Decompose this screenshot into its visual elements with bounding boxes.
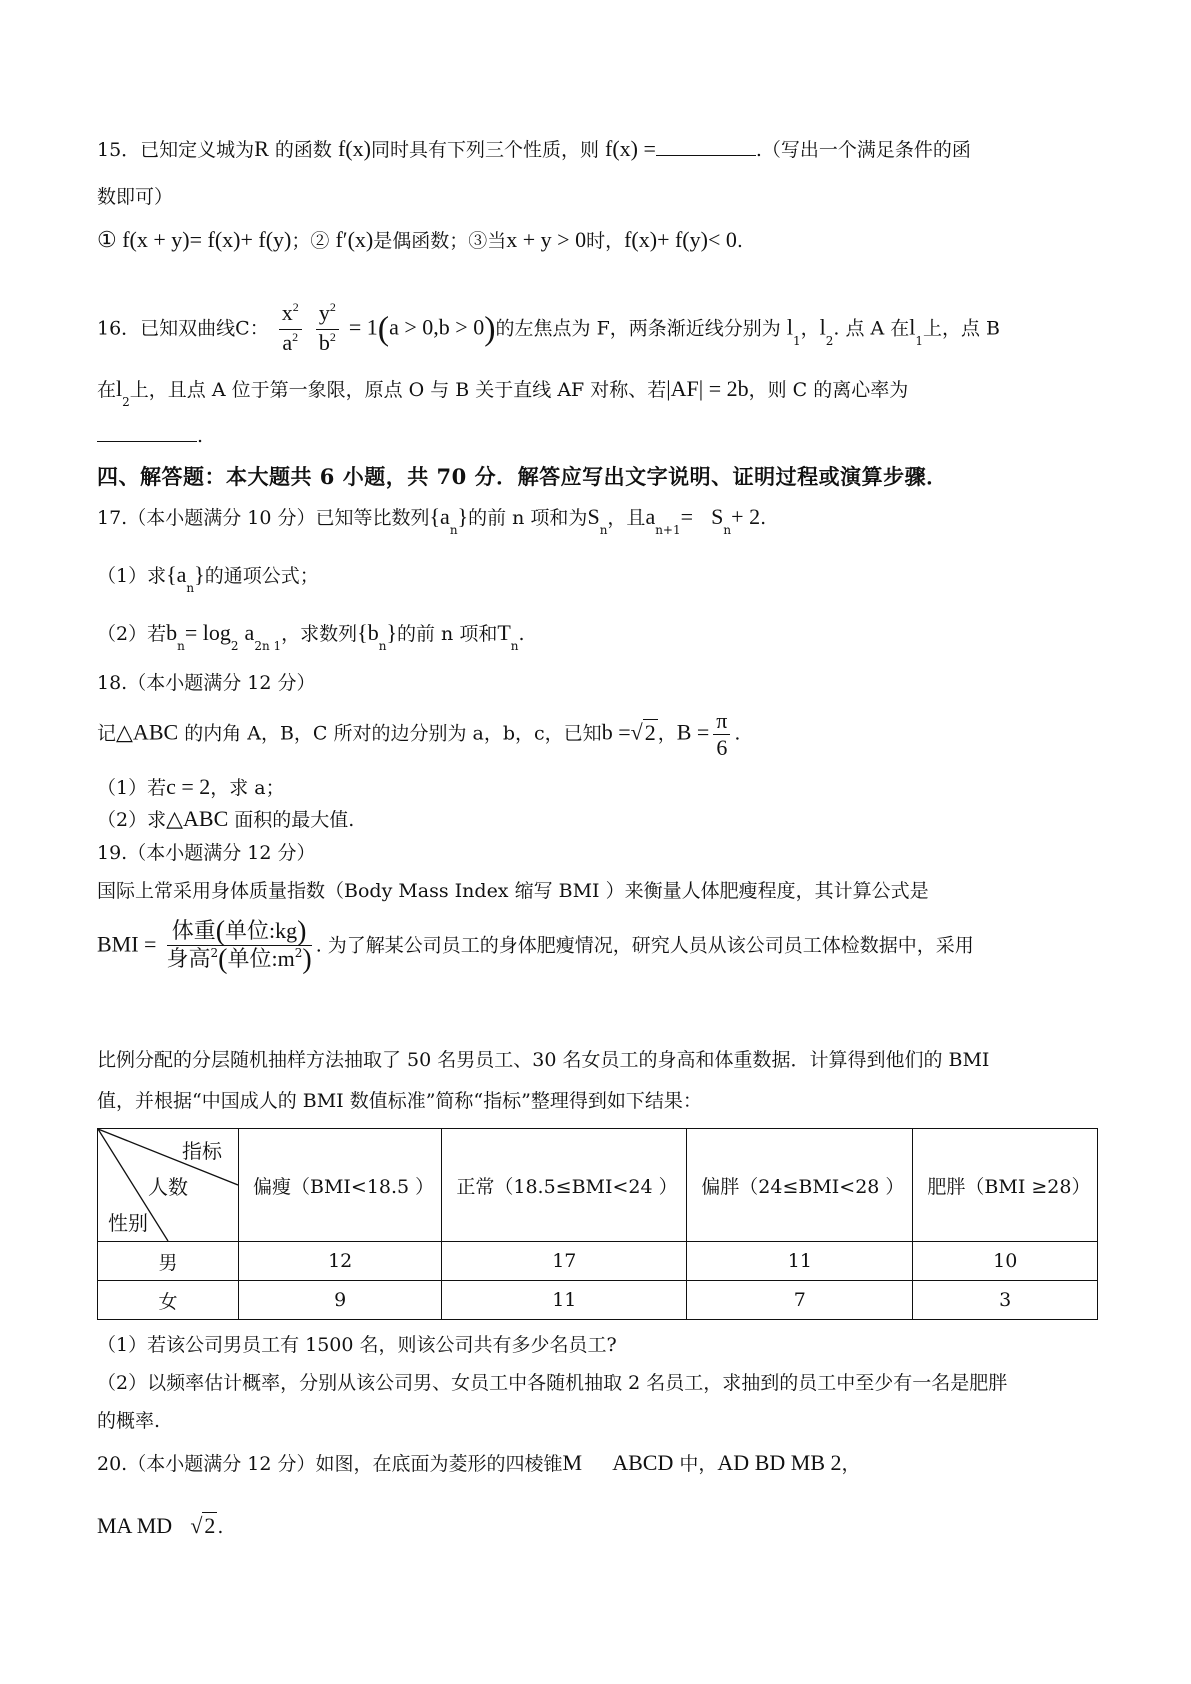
q20-line2 <box>97 1513 223 1540</box>
q16-text: . <box>197 425 204 447</box>
subscript: n+1 <box>655 523 681 537</box>
q19-line4: 值，并根据“中国成人的 BMI 数值标准”简称“指标”整理得到如下结果： <box>97 1090 702 1112</box>
table-header-cell: 正常（18.5≤BMI<24 ） <box>442 1129 687 1242</box>
set-r: R <box>254 136 269 161</box>
fraction-pi-6 <box>713 708 730 761</box>
b-var: b <box>318 330 330 355</box>
subscript: n <box>378 639 387 653</box>
exponent: 2 <box>292 300 299 314</box>
q17-text: 的前 n 项和 <box>397 623 498 645</box>
line-l2: l <box>116 376 123 401</box>
subscript: 2 <box>230 639 239 653</box>
line-l1: l <box>909 314 916 340</box>
function-fx-equals: f(x) = <box>605 136 656 161</box>
equals-one: = 1 <box>348 314 378 340</box>
pi: π <box>713 708 730 735</box>
fraction-x2-a2 <box>279 300 302 359</box>
a-var: a <box>282 330 293 355</box>
table-row <box>98 1281 1098 1320</box>
bmi-lhs: BMI = <box>97 931 157 957</box>
subscript: n <box>599 523 608 537</box>
q19-part1: （1）若该公司男员工有 1500 名，则该公司共有多少名员工? <box>97 1334 617 1356</box>
table-header-cell: 偏瘦（BMI<18.5 ） <box>239 1129 442 1242</box>
line-l1: l <box>786 314 793 340</box>
q17-part1 <box>97 562 319 595</box>
property-1: ① f(x + y)= f(x)+ f(y) <box>97 227 292 252</box>
point-m: M <box>562 1450 583 1475</box>
q15-line1 <box>97 136 971 163</box>
q17-text: 17.（本小题满分 10 分）已知等比数列 <box>97 507 430 529</box>
q17-part2: （2）若$b_n= \log_2 a_{2n 1}$，求数列$\{b_n\}$的前 n 项和$T_n$. <box>97 620 525 653</box>
q17-text: . <box>760 507 767 529</box>
sum-t: T <box>497 620 511 645</box>
q20-text: 20.（本小题满分 12 分）如图，在底面为菱形的四棱锥 <box>97 1453 563 1475</box>
corner-cell <box>98 1129 239 1242</box>
q18-text: 记 <box>97 722 117 745</box>
q17-text: （2）若 <box>97 623 167 645</box>
q19-part2: （2）以频率估计概率，分别从该公司男、女员工中各随机抽取 2 名员工，求抽到的员工中至少有一名是肥胖 <box>97 1372 1008 1394</box>
subscript: n <box>723 523 732 537</box>
q20-title <box>97 1450 861 1477</box>
q18-text: ，求 a； <box>210 777 285 799</box>
q17-text: 的前 n 项和为 <box>468 507 588 529</box>
fraction-y2-b2 <box>316 300 339 359</box>
q18-title: 18.（本小题满分 12 分） <box>97 672 316 694</box>
subscript: n <box>186 581 195 595</box>
property-2: f′(x) <box>335 227 374 252</box>
table-cell: 10 <box>913 1242 1098 1281</box>
q17-text: ，且 <box>607 507 646 529</box>
q18-text: （2）求 <box>97 809 167 831</box>
triangle-abc: △ABC <box>166 806 229 831</box>
q18-statement <box>97 708 740 761</box>
height-unit: 单位:m <box>227 946 295 971</box>
q19-text: . 为了解某公司员工的身体肥瘦情况，研究人员从该公司员工体检数据中，采用 <box>315 934 974 957</box>
section-heading: 四、解答题：本大题共 6 小题，共 70 分．解答应写出文字说明、证明过程或演算步骤． <box>97 464 948 489</box>
brace: } <box>194 562 205 587</box>
equals: = <box>680 504 694 529</box>
subscript: 2n 1 <box>254 639 282 653</box>
y-var: y <box>318 300 330 325</box>
exponent: 2 <box>210 946 219 960</box>
corner-label-count: 人数 <box>148 1175 188 1199</box>
a-var: a <box>645 504 656 529</box>
b-var: b <box>367 620 379 645</box>
q15-line2: 数即可） <box>97 186 174 208</box>
corner-label-gender: 性别 <box>108 1211 148 1235</box>
q17-text: ，求数列 <box>281 623 358 645</box>
q15-text: 时， <box>586 230 625 252</box>
subscript: n <box>510 639 519 653</box>
q19-title: 19.（本小题满分 12 分） <box>97 842 316 864</box>
q16-text: ， <box>800 317 820 340</box>
q19-formula <box>97 918 974 975</box>
q18-text: 的内角 A，B，C 所对的边分别为 a，b，c，已知 <box>178 722 602 745</box>
radicand: 2 <box>644 719 656 745</box>
q16-text: 的左焦点为 F，两条渐近线分别为 <box>495 317 781 340</box>
q16-text: ，则 C 的离心率为 <box>748 379 909 401</box>
q17-text: （1）求 <box>97 565 167 587</box>
c-equals-2: c = 2 <box>166 774 211 799</box>
q15-text: 是偶函数；③当 <box>373 230 507 252</box>
table-cell: 3 <box>913 1281 1098 1320</box>
hyperbola-condition: a > 0,b > 0 <box>389 314 485 340</box>
height: 身高 <box>166 947 211 972</box>
subscript: n <box>449 523 458 537</box>
q15-text: 同时具有下列三个性质，则 <box>370 139 605 161</box>
q18-part1 <box>97 774 285 801</box>
six: 6 <box>716 735 728 760</box>
q17-text: 的通项公式； <box>204 565 319 587</box>
q16-line3 <box>97 423 203 449</box>
q18-text: . <box>734 722 741 745</box>
sum-s: S <box>711 504 724 529</box>
seq-an: {a <box>166 562 187 587</box>
table-header-cell: 偏胖（24≤BMI<28 ） <box>687 1129 913 1242</box>
table-row <box>98 1242 1098 1281</box>
q15-properties <box>97 227 743 254</box>
q16-text: 上，且点 A 位于第一象限，原点 O 与 B 关于直线 AF 对称、若 <box>129 379 667 401</box>
subscript: 1 <box>915 333 924 348</box>
q16-text: . 点 A 在 <box>833 317 910 340</box>
q17-text: . <box>518 623 525 645</box>
table-cell: 12 <box>239 1242 442 1281</box>
sum-s: S <box>587 504 600 529</box>
bmi-fraction: $\frac{\text{体重(单位:kg)}}{身高^2(单位:m^2)}$ <box>166 916 312 975</box>
subscript: 2 <box>825 333 834 348</box>
q20-text: 中， <box>673 1453 718 1475</box>
table-cell: 9 <box>239 1281 442 1320</box>
a-var: a <box>244 620 255 645</box>
sqrt-two: √2 <box>190 1513 216 1538</box>
b-var: b <box>166 620 178 645</box>
q20-text: ， <box>841 1453 861 1475</box>
q15-text: 的函数 <box>268 139 338 161</box>
exponent: 2 <box>292 330 299 344</box>
q18-text: ， <box>657 722 677 745</box>
B-equals: B = <box>676 719 710 745</box>
exponent: 2 <box>329 330 336 344</box>
answer-blank <box>97 423 197 442</box>
table-cell: 11 <box>687 1242 913 1281</box>
b-equals: b = <box>601 719 631 745</box>
q15-text: . <box>736 230 743 252</box>
weight-unit: 单位:kg <box>225 918 298 943</box>
equals-log: = log <box>184 620 231 645</box>
seq-an: {a <box>429 504 450 529</box>
abs-af: |AF| = 2b <box>666 376 749 401</box>
exponent: 2 <box>329 300 336 314</box>
q16-text: 在 <box>97 379 117 401</box>
function-fx: f(x) <box>337 136 371 161</box>
q18-text: （1）若 <box>97 777 167 799</box>
q18-text: 面积的最大值. <box>228 809 355 831</box>
q20-text: . <box>217 1516 224 1538</box>
base-abcd: ABCD <box>612 1450 674 1475</box>
subscript: 2 <box>122 395 130 409</box>
property-3-cond: x + y > 0 <box>506 227 587 252</box>
q18-part2 <box>97 806 354 833</box>
weight: 体重 <box>171 919 216 944</box>
q16-text: 16．已知双曲线C： <box>97 317 269 340</box>
q15-text: ；② <box>291 230 336 252</box>
line-l2: l <box>819 314 826 340</box>
table-cell: 7 <box>687 1281 913 1320</box>
table-cell: 11 <box>442 1281 687 1320</box>
radicand: 2 <box>204 1513 216 1538</box>
q16-line2 <box>97 376 909 409</box>
x-var: x <box>281 300 293 325</box>
q16-text: 上，点 B <box>923 317 1001 340</box>
bmi-table <box>97 1128 1098 1320</box>
exponent: 2 <box>294 946 303 960</box>
edge-ma-md: MA MD <box>97 1513 173 1538</box>
q19-line3: 比例分配的分层随机抽样方法抽取了 50 名男员工、30 名女员工的身高和体重数据．计算得到他们的 BMI <box>97 1049 990 1071</box>
q15-text: .（写出一个满足条件的函 <box>755 139 971 161</box>
subscript: n <box>177 639 185 653</box>
row-label: 女 <box>98 1281 239 1320</box>
q19-part2-cont: 的概率. <box>97 1410 161 1432</box>
triangle-abc: △ABC <box>116 719 179 745</box>
q19-intro: 国际上常采用身体质量指数（Body Mass Index 缩写 BMI ）来衡量人体肥瘦程度，其计算公式是 <box>97 880 929 902</box>
brace: } <box>386 620 397 645</box>
row-label: 男 <box>98 1242 239 1281</box>
table-header-cell: 肥胖（BMI ≥28） <box>913 1129 1098 1242</box>
property-3: f(x)+ f(y)< 0 <box>624 227 737 252</box>
q17-title <box>97 504 767 537</box>
corner-label-indicator: 指标 <box>182 1139 222 1163</box>
answer-blank <box>656 137 756 156</box>
q15-text: 15．已知定义城为 <box>97 139 255 161</box>
sqrt-two: √2 <box>630 719 656 745</box>
plus-two: + 2 <box>731 504 761 529</box>
edge-equalities: AD BD MB 2 <box>717 1450 842 1475</box>
brace: } <box>457 504 469 529</box>
table-header-row <box>98 1129 1098 1242</box>
table-cell: 17 <box>442 1242 687 1281</box>
q16-line1: 16．已知双曲线C： $\frac{x^2}{a^2}$ $\frac{y^2}{b^2}$ = 1(a > 0,b > 0)的左焦点为 F，两条渐近线分别为 $l_1$，$l_2$. 点 A 在$l_1$上，点 B <box>97 300 1000 359</box>
subscript: 1 <box>792 333 801 348</box>
